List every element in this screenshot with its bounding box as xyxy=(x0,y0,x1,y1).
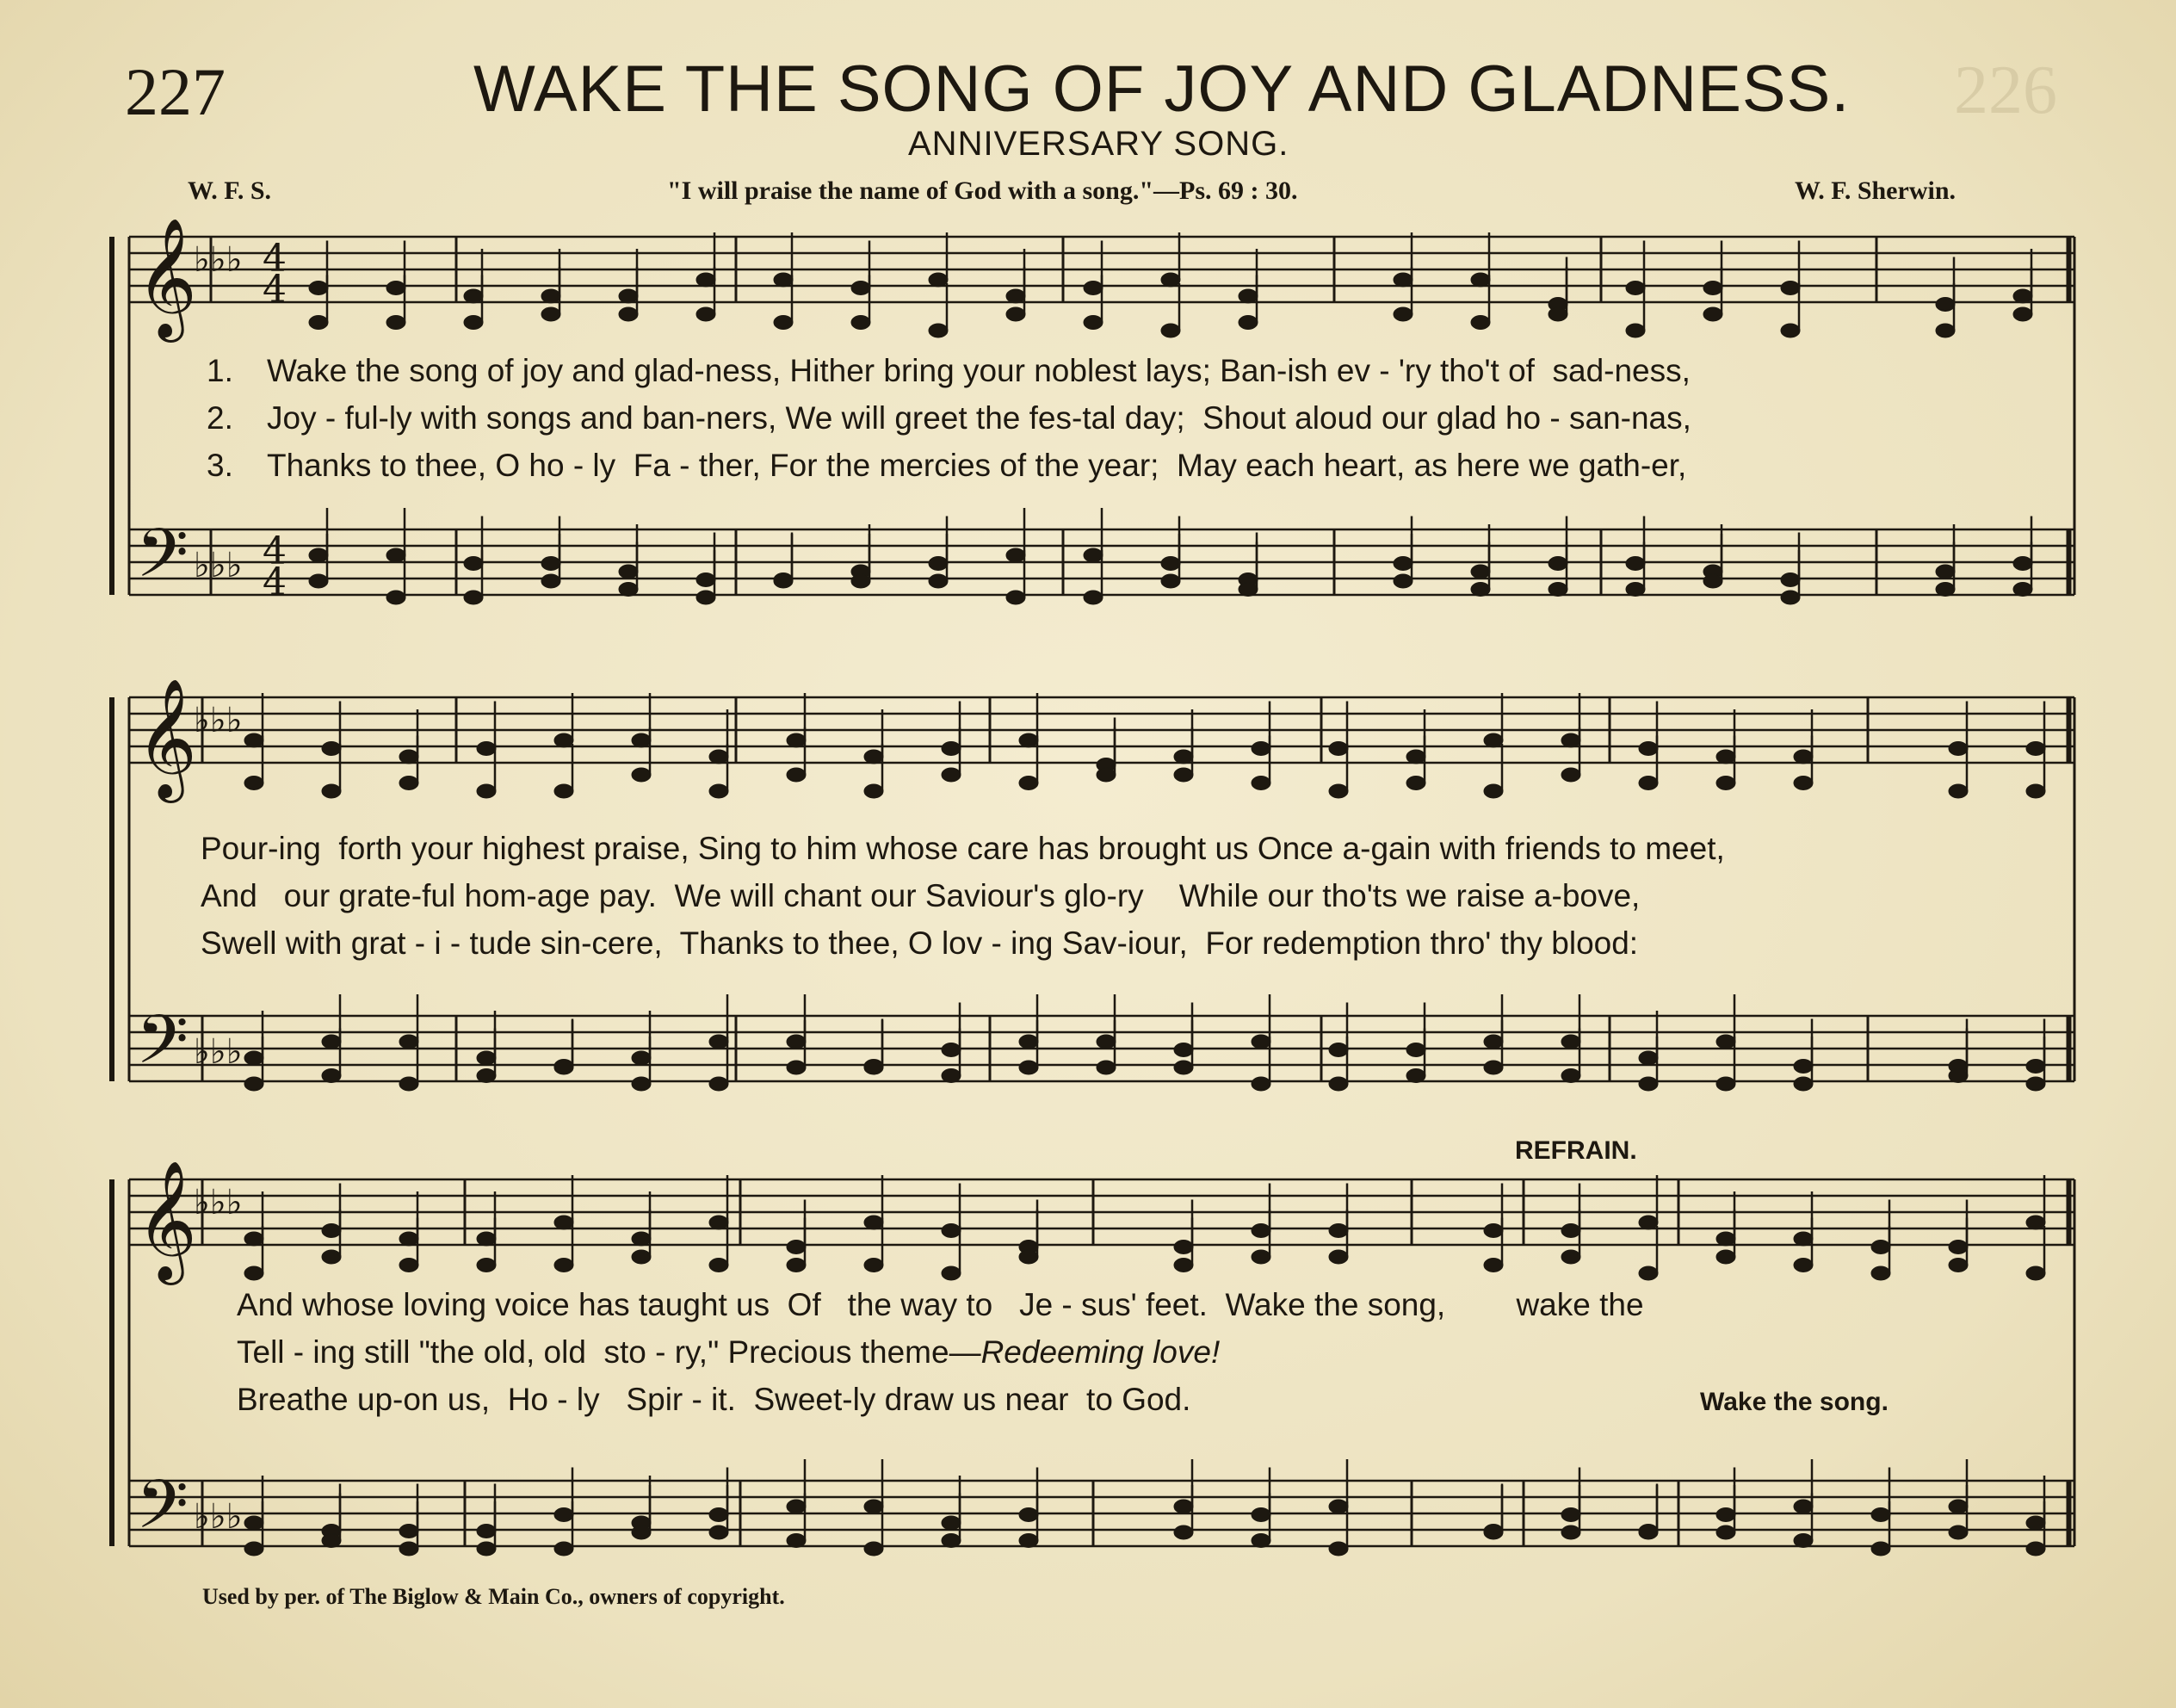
notehead xyxy=(2026,1516,2045,1530)
notehead xyxy=(1949,1525,1968,1539)
notehead xyxy=(1084,548,1103,562)
notehead xyxy=(399,750,418,764)
notehead xyxy=(322,1250,341,1264)
notehead xyxy=(1561,1069,1580,1083)
notehead xyxy=(709,1077,728,1091)
notehead xyxy=(1252,1534,1270,1548)
notehead xyxy=(386,282,405,295)
notehead xyxy=(477,1259,496,1272)
notehead xyxy=(1936,298,1955,312)
notehead xyxy=(1484,1525,1503,1539)
notehead xyxy=(1406,1043,1425,1057)
notehead xyxy=(1161,273,1180,287)
notehead xyxy=(929,273,948,287)
notehead xyxy=(1394,273,1413,287)
notehead xyxy=(1097,1035,1116,1049)
notehead xyxy=(1329,1250,1348,1264)
notehead xyxy=(619,565,638,579)
notehead xyxy=(864,1259,883,1272)
notehead xyxy=(1174,1500,1193,1513)
notehead xyxy=(1329,1224,1348,1238)
notehead xyxy=(1471,316,1490,330)
notehead xyxy=(1394,574,1413,588)
notehead xyxy=(1239,289,1258,303)
notehead xyxy=(1949,1241,1968,1254)
notehead xyxy=(1716,1250,1735,1264)
notehead xyxy=(2013,289,2032,303)
notehead xyxy=(1019,1035,1038,1049)
notehead xyxy=(2013,583,2032,597)
notehead xyxy=(1019,777,1038,790)
notehead xyxy=(464,557,483,571)
notehead xyxy=(1329,1500,1348,1513)
notehead xyxy=(1084,282,1103,295)
notehead xyxy=(1781,573,1800,587)
notehead xyxy=(1484,1061,1503,1074)
notehead xyxy=(1329,742,1348,756)
notehead xyxy=(619,307,638,321)
bass-clef-icon: 𝄢 xyxy=(136,1001,189,1096)
copyright-footer: Used by per. of The Biglow & Main Co., owners of copyright. xyxy=(202,1584,785,1609)
notehead xyxy=(1329,1077,1348,1091)
notehead xyxy=(942,1043,961,1057)
notehead xyxy=(477,1069,496,1083)
notehead xyxy=(787,1500,806,1513)
lyric-verse-1-line-1: 1. Wake the song of joy and glad-ness, Hither bring your noblest lays; Ban-ish ev - 'ry tho't of sad-ness, xyxy=(207,353,1691,388)
notehead xyxy=(244,733,263,747)
notehead xyxy=(399,1259,418,1272)
notehead xyxy=(1949,1500,1968,1513)
time-signature: 4 xyxy=(263,268,287,312)
notehead xyxy=(632,1077,651,1091)
notehead xyxy=(309,548,328,562)
notehead xyxy=(1252,742,1270,756)
notehead xyxy=(464,289,483,303)
notehead xyxy=(1794,1259,1813,1272)
notehead xyxy=(619,583,638,597)
notehead xyxy=(2026,1266,2045,1280)
notehead xyxy=(1626,557,1645,571)
notehead xyxy=(477,1542,496,1556)
notehead xyxy=(696,591,715,604)
notehead xyxy=(709,1508,728,1522)
notehead xyxy=(1484,1259,1503,1272)
notehead xyxy=(709,1525,728,1539)
notehead xyxy=(386,591,405,604)
hymn-subtitle: ANNIVERSARY SONG. xyxy=(908,125,1289,163)
notehead xyxy=(1781,591,1800,604)
notehead xyxy=(1639,777,1658,790)
notehead xyxy=(554,1259,573,1272)
scripture-reference: "I will praise the name of God with a song."—Ps. 69 : 30. xyxy=(667,176,1298,205)
notehead xyxy=(1794,1534,1813,1548)
notehead xyxy=(1174,1525,1193,1539)
notehead xyxy=(787,1061,806,1074)
notehead xyxy=(696,273,715,287)
notehead xyxy=(464,316,483,330)
notehead xyxy=(386,548,405,562)
notehead xyxy=(1174,1259,1193,1272)
notehead xyxy=(1019,733,1038,747)
notehead xyxy=(1716,1035,1735,1049)
notehead xyxy=(1703,307,1722,321)
hymn-title: WAKE THE SONG OF JOY AND GLADNESS. xyxy=(473,53,1851,126)
bass-clef-icon: 𝄢 xyxy=(136,1466,189,1561)
notehead xyxy=(1174,750,1193,764)
notehead xyxy=(244,1266,263,1280)
notehead xyxy=(2013,307,2032,321)
lyric-verse-1-line-2: Pour-ing forth your highest praise, Sing to him whose care has brought us Once a-gain with friends to meet, xyxy=(201,831,1725,866)
notehead xyxy=(399,777,418,790)
notehead xyxy=(1406,1069,1425,1083)
notehead xyxy=(1252,1077,1270,1091)
notehead xyxy=(1239,583,1258,597)
notehead xyxy=(477,1232,496,1246)
notehead xyxy=(1471,273,1490,287)
notehead xyxy=(787,768,806,782)
bleed-through-page-number: 226 xyxy=(1954,53,2057,128)
notehead xyxy=(942,1224,961,1238)
notehead xyxy=(322,1224,341,1238)
notehead xyxy=(1161,574,1180,588)
notehead xyxy=(541,574,560,588)
notehead xyxy=(1329,784,1348,798)
lyric-emphasis: Redeeming love! xyxy=(980,1334,1221,1370)
notehead xyxy=(1394,557,1413,571)
notehead xyxy=(554,1542,573,1556)
notehead xyxy=(399,1232,418,1246)
notehead xyxy=(1871,1542,1890,1556)
notehead xyxy=(1006,591,1025,604)
notehead xyxy=(942,1266,961,1280)
notehead xyxy=(1549,583,1567,597)
notehead xyxy=(1484,1224,1503,1238)
flat-icon: ♭♭♭ xyxy=(194,240,243,280)
notehead xyxy=(1626,583,1645,597)
notehead xyxy=(1871,1241,1890,1254)
notehead xyxy=(244,1051,263,1065)
notehead xyxy=(1097,1061,1116,1074)
notehead xyxy=(1639,1525,1658,1539)
notehead xyxy=(541,557,560,571)
notehead xyxy=(1781,282,1800,295)
notehead xyxy=(632,733,651,747)
notehead xyxy=(1329,1542,1348,1556)
notehead xyxy=(1484,1035,1503,1049)
treble-clef-icon: 𝄞 xyxy=(136,678,197,798)
notehead xyxy=(774,574,793,588)
notehead xyxy=(1794,1232,1813,1246)
notehead xyxy=(399,1035,418,1049)
notehead xyxy=(1019,1250,1038,1264)
notehead xyxy=(1174,768,1193,782)
notehead xyxy=(322,1035,341,1049)
lyricist-credit: W. F. S. xyxy=(188,176,272,205)
hymn-number: 227 xyxy=(125,54,226,129)
notehead xyxy=(709,1259,728,1272)
notehead xyxy=(696,307,715,321)
notehead xyxy=(632,768,651,782)
notehead xyxy=(554,733,573,747)
notehead xyxy=(942,742,961,756)
notehead xyxy=(787,733,806,747)
notehead xyxy=(1871,1266,1890,1280)
notehead xyxy=(1471,565,1490,579)
notehead xyxy=(709,750,728,764)
notehead xyxy=(2026,1542,2045,1556)
notehead xyxy=(554,1216,573,1229)
notehead xyxy=(1161,557,1180,571)
notehead xyxy=(322,1069,341,1083)
notehead xyxy=(322,742,341,756)
notehead xyxy=(929,574,948,588)
notehead xyxy=(787,1241,806,1254)
flat-icon: ♭♭♭ xyxy=(194,546,243,585)
notehead xyxy=(1561,1250,1580,1264)
time-signature: 4 xyxy=(263,529,287,573)
notehead xyxy=(1949,1259,1968,1272)
notehead xyxy=(709,784,728,798)
notehead xyxy=(2026,742,2045,756)
notehead xyxy=(244,1232,263,1246)
notehead xyxy=(1639,742,1658,756)
notehead xyxy=(554,784,573,798)
notehead xyxy=(1936,324,1955,337)
lyric-verse-2-line-1: 2. Joy - ful-ly with songs and ban-ners, We will greet the fes-tal day; Shout aloud our glad ho - san-nas, xyxy=(207,400,1691,436)
bass-cue-text: Wake the song. xyxy=(1700,1388,1889,1416)
notehead xyxy=(1239,316,1258,330)
notehead xyxy=(1716,777,1735,790)
lyric-verse-2-line-3: Tell - ing still "the old, old sto - ry," Precious theme—Redeeming love! xyxy=(237,1334,1221,1370)
lyric-verse-2-line-2: And our grate-ful hom-age pay. We will chant our Saviour's glo-ry While our tho'ts we raise a-bove, xyxy=(201,878,1641,913)
notehead xyxy=(1561,1035,1580,1049)
notehead xyxy=(322,784,341,798)
notehead xyxy=(477,742,496,756)
notehead xyxy=(1794,750,1813,764)
notehead xyxy=(1006,289,1025,303)
notehead xyxy=(864,784,883,798)
notehead xyxy=(554,1061,573,1074)
notehead xyxy=(1794,1500,1813,1513)
notehead xyxy=(942,768,961,782)
notehead xyxy=(1019,1508,1038,1522)
notehead xyxy=(851,316,870,330)
notehead xyxy=(1329,1043,1348,1057)
notehead xyxy=(1716,1077,1735,1091)
notehead xyxy=(1639,1216,1658,1229)
notehead xyxy=(864,1542,883,1556)
notehead xyxy=(1703,574,1722,588)
notehead xyxy=(1019,1534,1038,1548)
notehead xyxy=(1252,1508,1270,1522)
notehead xyxy=(851,282,870,295)
notehead xyxy=(2026,1216,2045,1229)
notehead xyxy=(541,289,560,303)
notehead xyxy=(1252,1250,1270,1264)
notehead xyxy=(1716,1508,1735,1522)
notehead xyxy=(1781,324,1800,337)
treble-clef-icon: 𝄞 xyxy=(136,1160,197,1280)
notehead xyxy=(1406,750,1425,764)
flat-icon: ♭♭♭ xyxy=(194,1183,243,1222)
notehead xyxy=(244,777,263,790)
notehead xyxy=(322,1534,341,1548)
notehead xyxy=(1549,557,1567,571)
notehead xyxy=(709,1035,728,1049)
notehead xyxy=(929,324,948,337)
notehead xyxy=(709,1216,728,1229)
notehead xyxy=(787,1035,806,1049)
notehead xyxy=(1484,733,1503,747)
notehead xyxy=(1639,1051,1658,1065)
notehead xyxy=(1161,324,1180,337)
notehead xyxy=(774,273,793,287)
flat-icon: ♭♭♭ xyxy=(194,1032,243,1072)
notehead xyxy=(1019,1061,1038,1074)
notehead xyxy=(1097,768,1116,782)
bass-clef-icon: 𝄢 xyxy=(136,515,189,610)
notehead xyxy=(399,1525,418,1538)
notehead xyxy=(2026,784,2045,798)
notehead xyxy=(1252,777,1270,790)
notehead xyxy=(1406,777,1425,790)
notehead xyxy=(942,1069,961,1083)
notehead xyxy=(1949,784,1968,798)
notehead xyxy=(942,1516,961,1530)
notehead xyxy=(774,316,793,330)
lyric-verse-3-line-1: 3. Thanks to thee, O ho - ly Fa - ther, For the mercies of the year; May each heart, as here we gath-er, xyxy=(207,448,1687,483)
notehead xyxy=(1703,282,1722,295)
notehead xyxy=(1084,316,1103,330)
notehead xyxy=(1471,583,1490,597)
notehead xyxy=(632,1232,651,1246)
time-signature: 4 xyxy=(263,237,287,281)
notehead xyxy=(309,282,328,295)
notehead xyxy=(864,1216,883,1229)
notehead xyxy=(1006,548,1025,562)
lyric-verse-3-line-2: Swell with grat - i - tude sin-cere, Thanks to thee, O lov - ing Sav-iour, For redemption thro' thy blood: xyxy=(201,925,1639,961)
notehead xyxy=(1716,750,1735,764)
notehead xyxy=(851,574,870,588)
notehead xyxy=(942,1534,961,1548)
notehead xyxy=(619,289,638,303)
notehead xyxy=(1174,1043,1193,1057)
notehead xyxy=(1174,1241,1193,1254)
notehead xyxy=(1252,1035,1270,1049)
notehead xyxy=(399,1542,418,1556)
notehead xyxy=(2026,1060,2045,1074)
notehead xyxy=(632,1051,651,1065)
notehead xyxy=(2013,557,2032,571)
notehead xyxy=(554,1508,573,1522)
notehead xyxy=(1561,768,1580,782)
notehead xyxy=(244,1077,263,1091)
notehead xyxy=(244,1516,263,1530)
notehead xyxy=(1252,1224,1270,1238)
notehead xyxy=(386,316,405,330)
notehead xyxy=(864,750,883,764)
refrain-label: REFRAIN. xyxy=(1515,1136,1637,1165)
notehead xyxy=(1561,1508,1580,1522)
notehead xyxy=(1174,1061,1193,1074)
flat-icon: ♭♭♭ xyxy=(194,1497,243,1537)
notehead xyxy=(309,574,328,588)
notehead xyxy=(1794,1077,1813,1091)
notehead xyxy=(1794,1060,1813,1074)
notehead xyxy=(477,1051,496,1065)
time-signature: 4 xyxy=(263,560,287,604)
notehead xyxy=(929,557,948,571)
lyric-verse-1-line-3: And whose loving voice has taught us Of the way to Je - sus' feet. Wake the song, wake the xyxy=(237,1287,1644,1322)
notehead xyxy=(1639,1266,1658,1280)
notehead xyxy=(1716,1232,1735,1246)
notehead xyxy=(864,1500,883,1513)
notehead xyxy=(541,307,560,321)
notehead xyxy=(1626,324,1645,337)
notehead xyxy=(632,1525,651,1539)
treble-clef-icon: 𝄞 xyxy=(136,218,197,337)
notehead xyxy=(1084,591,1103,604)
notehead xyxy=(1871,1508,1890,1522)
notehead xyxy=(399,1077,418,1091)
notehead xyxy=(1006,307,1025,321)
notehead xyxy=(1936,565,1955,579)
notehead xyxy=(787,1534,806,1548)
notehead xyxy=(632,1250,651,1264)
flat-icon: ♭♭♭ xyxy=(194,701,243,740)
notehead xyxy=(1949,742,1968,756)
composer-credit: W. F. Sherwin. xyxy=(1795,176,1957,205)
notehead xyxy=(1549,307,1567,321)
notehead xyxy=(1561,733,1580,747)
notehead xyxy=(864,1061,883,1074)
notehead xyxy=(1626,282,1645,295)
notehead xyxy=(1484,784,1503,798)
notehead xyxy=(477,1525,496,1538)
notehead xyxy=(787,1259,806,1272)
lyric-verse-3-line-3: Breathe up-on us, Ho - ly Spir - it. Sweet-ly draw us near to God. xyxy=(237,1382,1191,1417)
notehead xyxy=(464,591,483,604)
notehead xyxy=(1561,1525,1580,1539)
notehead xyxy=(1561,1224,1580,1238)
notehead xyxy=(1949,1069,1968,1083)
notehead xyxy=(1716,1525,1735,1539)
notehead xyxy=(1394,307,1413,321)
notehead xyxy=(309,316,328,330)
notehead xyxy=(1936,583,1955,597)
notehead xyxy=(696,573,715,587)
notehead xyxy=(477,784,496,798)
notehead xyxy=(1639,1077,1658,1091)
notehead xyxy=(2026,1077,2045,1091)
notehead xyxy=(244,1542,263,1556)
notehead xyxy=(1794,777,1813,790)
